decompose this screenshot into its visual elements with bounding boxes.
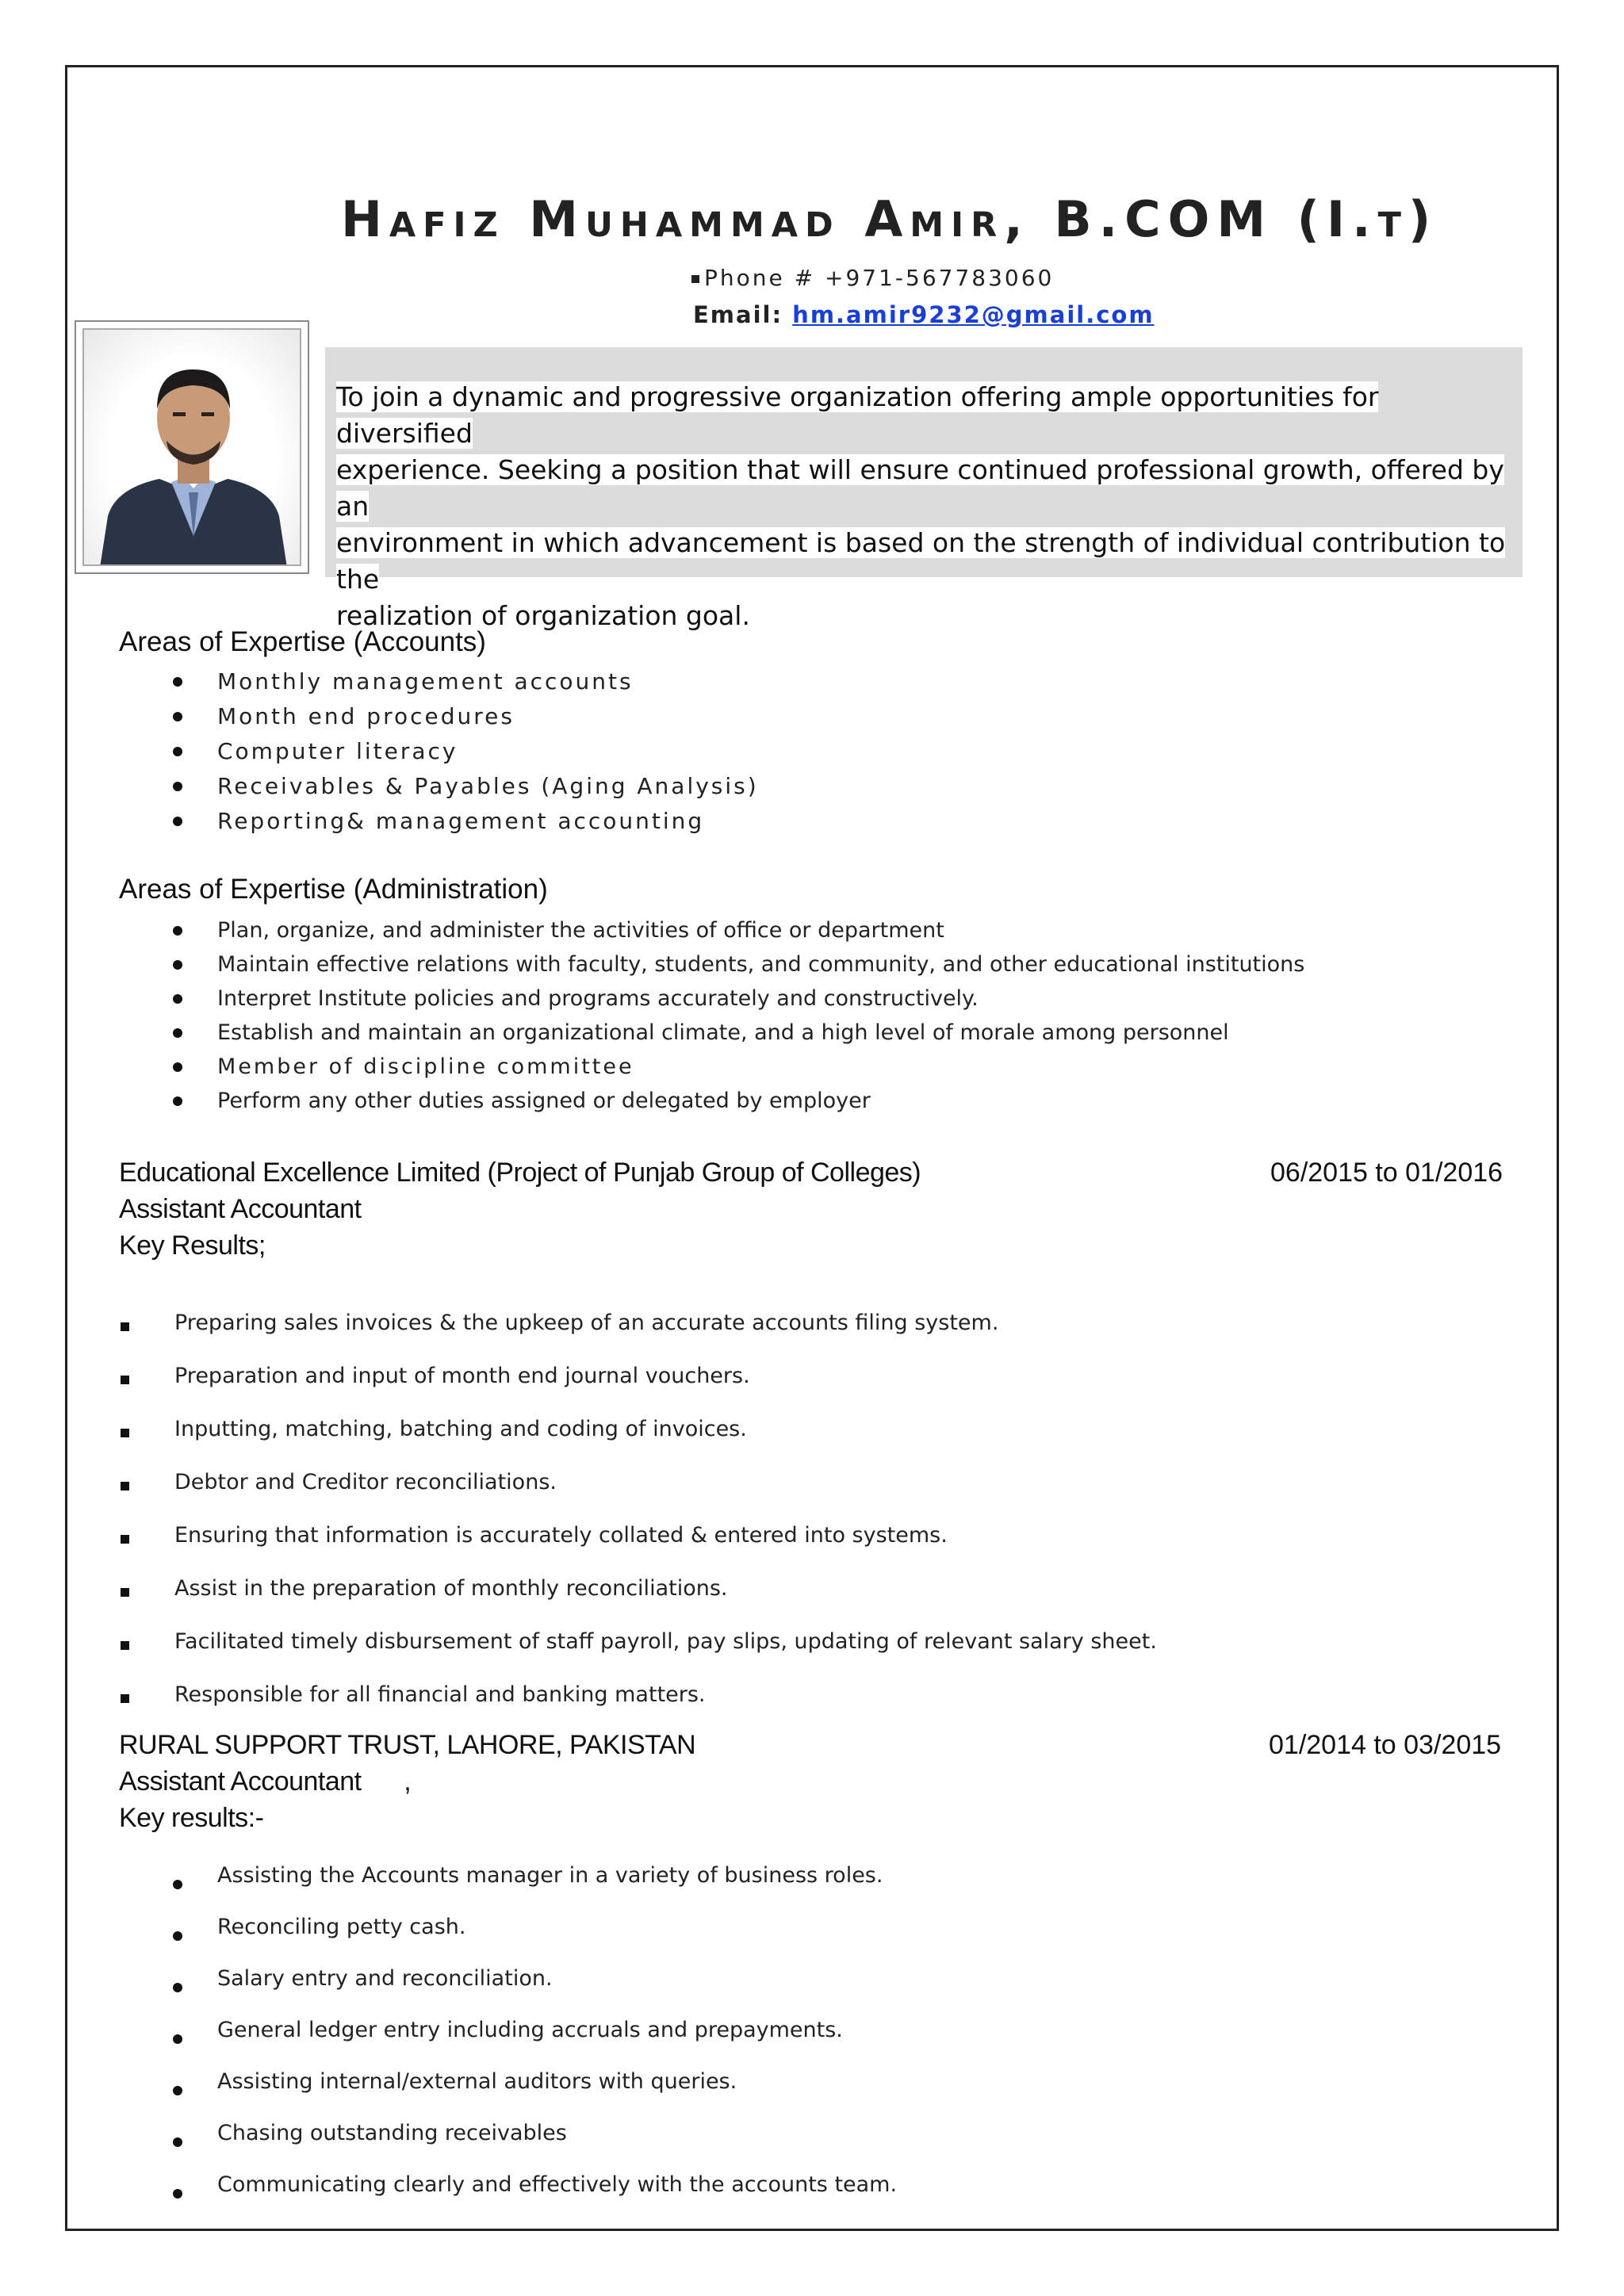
job2-company: RURAL SUPPORT TRUST, LAHORE, PAKISTAN bbox=[119, 1730, 696, 1760]
list-item: Monthly management accounts bbox=[217, 664, 759, 699]
list-item: Reporting& management accounting bbox=[217, 804, 759, 839]
email-line bbox=[693, 301, 1155, 328]
list-item: Facilitated timely disbursement of staff payroll, pay slips, updating of relevant salary sheet. bbox=[174, 1624, 1157, 1677]
list-item: Member of discipline committee bbox=[217, 1050, 1304, 1084]
job1-role: Assistant Accountant bbox=[119, 1194, 362, 1224]
list-item: Perform any other duties assigned or delegated by employer bbox=[217, 1084, 1304, 1118]
email-label: Email: bbox=[693, 301, 793, 328]
list-item: Communicating clearly and effectively with the accounts team. bbox=[217, 2168, 897, 2219]
list-item: Maintain effective relations with faculty, students, and community, and other educational institutions bbox=[217, 947, 1304, 982]
list-item: Reconciling petty cash. bbox=[217, 1910, 897, 1961]
job2-results-label: Key results:- bbox=[119, 1803, 264, 1833]
list-item: Ensuring that information is accurately collated & entered into systems. bbox=[174, 1517, 1157, 1571]
expertise-accounts-list bbox=[217, 664, 759, 839]
profile-photo-frame bbox=[75, 320, 309, 574]
phone-line bbox=[691, 265, 1054, 291]
objective-line: experience. Seeking a position that will ensure continued professional growth, offered by an bbox=[336, 454, 1504, 522]
person-portrait-icon bbox=[84, 330, 301, 566]
list-item: Responsible for all financial and banking matters. bbox=[174, 1677, 1157, 1730]
candidate-name: Hafiz Muhammad Amir, B.COM (I.t) bbox=[341, 190, 1438, 248]
phone-text: Phone # +971-567783060 bbox=[704, 265, 1055, 291]
list-item: Inputting, matching, batching and coding of invoices. bbox=[174, 1411, 1157, 1464]
list-item: Preparation and input of month end journal vouchers. bbox=[174, 1358, 1157, 1411]
job1-company: Educational Excellence Limited (Project of Punjab Group of Colleges) bbox=[119, 1158, 921, 1188]
objective-box bbox=[325, 347, 1522, 631]
objective-line: environment in which advancement is based on the strength of individual contribution to the bbox=[336, 527, 1506, 595]
list-item: Assisting internal/external auditors with queries. bbox=[217, 2064, 897, 2116]
job1-results-list bbox=[174, 1305, 1157, 1730]
expertise-admin-heading: Areas of Expertise (Administration) bbox=[119, 874, 548, 905]
list-item: Chasing outstanding receivables bbox=[217, 2116, 897, 2168]
list-item: Assisting the Accounts manager in a variety of business roles. bbox=[217, 1858, 897, 1910]
square-bullet-icon bbox=[691, 275, 699, 283]
list-item: Salary entry and reconciliation. bbox=[217, 1961, 897, 2013]
job2-role: Assistant Accountant , bbox=[119, 1766, 412, 1797]
expertise-accounts-heading: Areas of Expertise (Accounts) bbox=[119, 626, 486, 657]
list-item: Preparing sales invoices & the upkeep of an accurate accounts filing system. bbox=[174, 1305, 1157, 1358]
objective-line: To join a dynamic and progressive organization offering ample opportunities for diversified bbox=[336, 381, 1379, 449]
list-item: Plan, organize, and administer the activities of office or department bbox=[217, 913, 1304, 947]
list-item: Establish and maintain an organizational climate, and a high level of morale among personnel bbox=[217, 1016, 1304, 1050]
list-item: Computer literacy bbox=[217, 734, 759, 769]
list-item: Month end procedures bbox=[217, 699, 759, 734]
job2-dates: 01/2014 to 03/2015 bbox=[1269, 1730, 1502, 1760]
list-item: Interpret Institute policies and programs accurately and constructively. bbox=[217, 982, 1304, 1016]
expertise-admin-list bbox=[217, 913, 1304, 1118]
profile-photo bbox=[82, 328, 301, 566]
list-item: General ledger entry including accruals and prepayments. bbox=[217, 2013, 897, 2064]
objective-text bbox=[336, 379, 1510, 634]
job1-dates: 06/2015 to 01/2016 bbox=[1270, 1158, 1503, 1188]
job2-results-list bbox=[217, 1858, 897, 2219]
objective-line: realization of organization goal. bbox=[336, 600, 750, 631]
job1-results-label: Key Results; bbox=[119, 1230, 266, 1261]
list-item: Receivables & Payables (Aging Analysis) bbox=[217, 769, 759, 804]
email-link[interactable]: hm.amir9232@gmail.com bbox=[792, 301, 1155, 328]
list-item: Assist in the preparation of monthly reconciliations. bbox=[174, 1571, 1157, 1624]
list-item: Debtor and Creditor reconciliations. bbox=[174, 1464, 1157, 1517]
